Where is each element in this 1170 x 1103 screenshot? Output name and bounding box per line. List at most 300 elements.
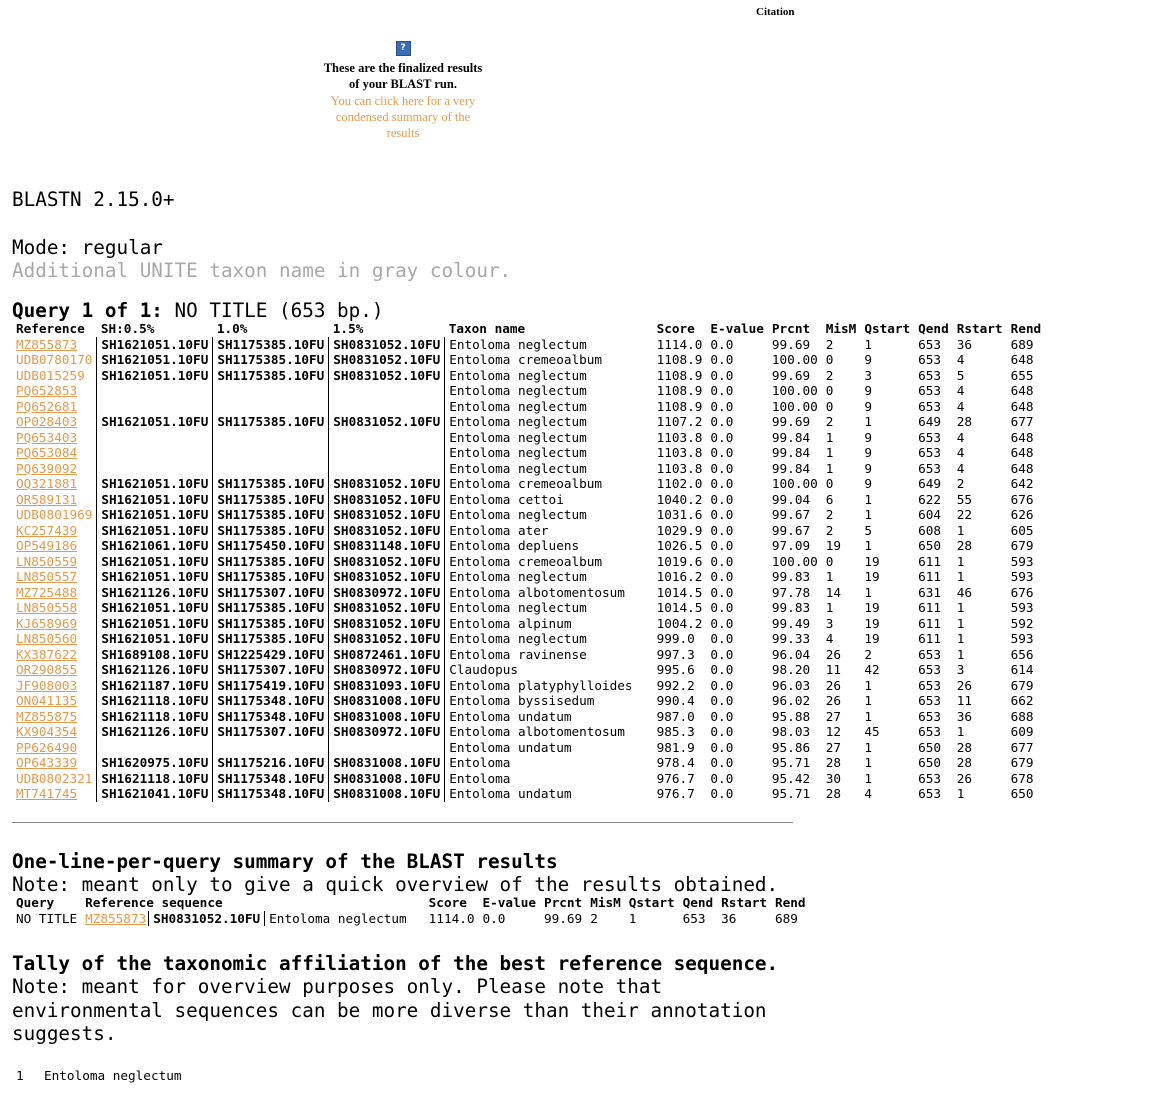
- hit-sh10: SH1175385.10FU: [213, 352, 329, 368]
- hit-prcnt: 100.00: [771, 352, 818, 367]
- hit-ref-cell: [12, 368, 97, 384]
- reference-link[interactable]: OR290855: [16, 662, 78, 677]
- reference-link[interactable]: PQ653084: [16, 445, 78, 460]
- hit-rend: 678: [1010, 770, 1034, 786]
- hit-rstart: 1: [956, 522, 965, 538]
- hit-sh05: SH1621118.10FU: [97, 693, 213, 709]
- hit-qstart: 1: [864, 507, 872, 522]
- hit-rend: 689: [1010, 336, 1034, 352]
- hit-ref-cell: [12, 538, 97, 554]
- hit-sh10: SH1175307.10FU: [213, 585, 329, 601]
- hit-sh15: SH0831052.10FU: [329, 414, 445, 430]
- hit-sh05: SH1621118.10FU: [97, 709, 213, 725]
- reference-link[interactable]: LN850558: [16, 600, 78, 615]
- hit-qend: 653: [918, 445, 942, 460]
- program-version: BLASTN 2.15.0+: [12, 188, 175, 211]
- hit-sh15: SH0831052.10FU: [329, 554, 445, 570]
- hit-sh10: [213, 740, 329, 756]
- hit-taxon: Entoloma undatum: [445, 709, 653, 725]
- hit-taxon: Entoloma neglectum: [445, 569, 653, 585]
- hit-qstart: 19: [864, 569, 880, 584]
- hit-sh05: [97, 445, 213, 461]
- hit-rend: 648: [1010, 429, 1034, 445]
- hits-col-header: Reference: [16, 321, 85, 337]
- hit-prcnt: 99.84: [771, 429, 811, 445]
- hit-rstart: 1: [956, 600, 965, 615]
- hit-sh10: SH1225429.10FU: [213, 647, 329, 663]
- hit-prcnt: 99.69: [771, 336, 811, 352]
- hit-sh15: SH0831052.10FU: [329, 368, 445, 384]
- hit-evalue: 0.0: [710, 367, 734, 383]
- hit-qstart: 3: [864, 367, 872, 383]
- hit-sh10: SH1175385.10FU: [213, 414, 329, 430]
- hit-row: [12, 337, 1045, 353]
- hit-evalue: 0.0: [710, 615, 734, 631]
- hit-mism: 1: [825, 460, 834, 476]
- tally-count: 1: [16, 1068, 24, 1083]
- hit-prcnt: 99.83: [771, 600, 811, 615]
- hit-evalue: 0.0: [710, 336, 734, 352]
- hit-sh10: SH1175385.10FU: [213, 523, 329, 539]
- hit-ref-cell: [12, 755, 97, 771]
- hit-mism: 1: [825, 600, 834, 615]
- hit-sh15: SH0831052.10FU: [329, 569, 445, 585]
- hit-sh15: SH0831008.10FU: [329, 693, 445, 709]
- hit-sh10: SH1175216.10FU: [213, 755, 329, 771]
- hit-mism: 26: [825, 646, 842, 662]
- summary-evalue: 0.0: [482, 910, 506, 926]
- hit-sh15: [329, 399, 445, 415]
- hit-prcnt: 95.71: [771, 755, 811, 770]
- hit-sh15: SH0831052.10FU: [329, 600, 445, 616]
- hit-rstart: 4: [956, 352, 965, 367]
- tally-row: [16, 1068, 182, 1083]
- hit-taxon: Entoloma: [445, 771, 653, 787]
- hit-mism: 1: [825, 445, 834, 460]
- hit-sh10: SH1175348.10FU: [213, 771, 329, 787]
- hit-rend: 677: [1010, 414, 1034, 429]
- hit-taxon: Entoloma neglectum: [445, 600, 653, 616]
- hit-qstart: 1: [864, 538, 872, 553]
- hit-sh05: [97, 399, 213, 415]
- hit-sh10: SH1175385.10FU: [213, 554, 329, 570]
- hit-rstart: 36: [956, 708, 972, 724]
- hit-qend: 653: [918, 429, 942, 445]
- hit-sh15: SH0830972.10FU: [329, 662, 445, 678]
- hits-col-header: 1.5%: [332, 321, 364, 337]
- hit-qend: 649: [918, 476, 942, 491]
- hit-row: [12, 740, 1045, 756]
- hit-sh15: [329, 740, 445, 756]
- hit-sh05: [97, 461, 213, 477]
- reference-link[interactable]: OP028403: [16, 414, 78, 429]
- hit-qend: 653: [918, 662, 942, 677]
- summary-rstart: 36: [721, 910, 737, 926]
- hit-rend: 593: [1010, 553, 1034, 569]
- hit-mism: 30: [825, 770, 842, 786]
- reference-link[interactable]: PQ652681: [16, 398, 78, 414]
- hit-qstart: 45: [864, 724, 880, 739]
- reference-link[interactable]: MZ855873: [16, 336, 78, 352]
- hit-sh05: [97, 430, 213, 446]
- hit-evalue: 0.0: [710, 476, 734, 491]
- hit-sh15: SH0831052.10FU: [329, 476, 445, 492]
- hit-qend: 653: [918, 770, 942, 786]
- hit-evalue: 0.0: [710, 569, 734, 584]
- hit-mism: 19: [825, 538, 842, 553]
- hit-qend: 653: [918, 398, 942, 414]
- hit-row: [12, 693, 1045, 709]
- hit-ref-cell: [12, 399, 97, 415]
- hit-score: 990.4: [656, 693, 695, 708]
- hit-sh05: SH1689108.10FU: [97, 647, 213, 663]
- hit-qend: 653: [918, 786, 942, 801]
- hit-row: [12, 368, 1045, 384]
- reference-link[interactable]: UDB015259: [16, 367, 85, 383]
- citation-link[interactable]: Citation: [756, 6, 795, 18]
- hit-sh05: SH1620975.10FU: [97, 755, 213, 771]
- hit-rstart: 1: [956, 724, 965, 739]
- hit-evalue: 0.0: [710, 677, 734, 693]
- reference-link[interactable]: MT741745: [16, 786, 78, 801]
- hit-ref-cell: [12, 337, 97, 353]
- hit-row: [12, 631, 1045, 647]
- hit-rstart: 4: [956, 460, 965, 476]
- hit-sh10: SH1175348.10FU: [213, 693, 329, 709]
- reference-link[interactable]: OP643339: [16, 755, 78, 770]
- hit-row: [12, 724, 1045, 740]
- hit-row: [12, 616, 1045, 632]
- hit-prcnt: 99.67: [771, 522, 811, 538]
- hit-mism: 11: [825, 662, 842, 677]
- hit-qend: 653: [918, 336, 942, 352]
- hit-sh10: SH1175450.10FU: [213, 538, 329, 554]
- hit-qstart: 19: [864, 631, 880, 646]
- reference-link[interactable]: OP549186: [16, 538, 78, 553]
- reference-link[interactable]: LN850557: [16, 569, 78, 584]
- hit-evalue: 0.0: [710, 600, 734, 615]
- hits-col-header: Qstart: [864, 321, 911, 337]
- hit-ref-cell: [12, 678, 97, 694]
- hit-evalue: 0.0: [710, 445, 734, 460]
- summary-sh: SH0831052.10FU: [149, 911, 265, 927]
- hit-score: 992.2: [656, 677, 695, 693]
- hit-qstart: 19: [864, 600, 880, 615]
- hit-taxon: Entoloma cettoi: [445, 492, 653, 508]
- reference-link[interactable]: OQ321881: [16, 476, 78, 491]
- hit-evalue: 0.0: [710, 429, 734, 445]
- hit-mism: 0: [825, 398, 834, 414]
- summary-col-header: Query: [16, 895, 55, 911]
- hit-prcnt: 99.69: [771, 367, 811, 383]
- hit-score: 1108.9: [656, 352, 703, 367]
- hit-rend: 648: [1010, 398, 1034, 414]
- hit-score: 985.3: [656, 724, 695, 739]
- hit-evalue: 0.0: [710, 631, 734, 646]
- hit-qend: 649: [918, 414, 942, 429]
- summary-col-header: Prcnt: [544, 895, 583, 911]
- hit-taxon: Entoloma neglectum: [445, 414, 653, 430]
- hit-qend: 653: [918, 724, 942, 739]
- query-title: [12, 299, 383, 323]
- reference-link[interactable]: ON041135: [16, 693, 78, 708]
- reference-link[interactable]: LN850559: [16, 553, 78, 569]
- summary-qend: 653: [682, 910, 706, 926]
- hit-qend: 653: [918, 367, 942, 383]
- hit-ref-cell: [12, 507, 97, 523]
- hit-rend: 648: [1010, 460, 1034, 476]
- summary-row: [12, 911, 810, 927]
- hit-row: [12, 461, 1045, 477]
- hit-sh10: SH1175385.10FU: [213, 337, 329, 353]
- reference-link[interactable]: KX904354: [16, 724, 78, 739]
- reference-link[interactable]: UDB0780170: [16, 352, 93, 367]
- hit-row: [12, 476, 1045, 492]
- hit-qstart: 9: [864, 476, 872, 491]
- hit-taxon: Entoloma neglectum: [445, 430, 653, 446]
- hit-evalue: 0.0: [710, 708, 734, 724]
- hit-taxon: Entoloma albotomentosum: [445, 724, 653, 740]
- hit-sh15: [329, 383, 445, 399]
- hit-sh10: SH1175307.10FU: [213, 724, 329, 740]
- reference-link[interactable]: PQ652853: [16, 383, 78, 398]
- hit-qend: 653: [918, 383, 942, 398]
- summary-col-header: MisM: [590, 895, 621, 911]
- hit-row: [12, 709, 1045, 725]
- hits-col-header: Rend: [1010, 321, 1042, 337]
- hit-sh10: [213, 430, 329, 446]
- hit-row: [12, 445, 1045, 461]
- hit-row: [12, 352, 1045, 368]
- hit-sh05: SH1621051.10FU: [97, 569, 213, 585]
- hit-mism: 2: [825, 367, 834, 383]
- hit-rend: 593: [1010, 600, 1034, 615]
- summary-ref-cell: [81, 911, 149, 927]
- hit-score: 1103.8: [656, 460, 703, 476]
- hit-sh10: SH1175385.10FU: [213, 368, 329, 384]
- hit-prcnt: 95.88: [771, 708, 811, 724]
- reference-link[interactable]: UDB0802321: [16, 770, 93, 786]
- hit-rend: 593: [1010, 569, 1034, 584]
- hit-score: 1004.2: [656, 615, 703, 631]
- hit-prcnt: 100.00: [771, 398, 818, 414]
- hit-prcnt: 99.67: [771, 507, 811, 522]
- help-message: These are the finalized results of your BLAST run.: [323, 61, 483, 92]
- hit-rstart: 4: [956, 445, 965, 460]
- hit-rstart: 1: [956, 569, 965, 584]
- hit-sh10: SH1175385.10FU: [213, 507, 329, 523]
- hit-rstart: 11: [956, 693, 972, 708]
- hit-sh10: [213, 383, 329, 399]
- hit-score: 1114.0: [656, 336, 703, 352]
- hit-mism: 27: [825, 739, 842, 755]
- hit-score: 1026.5: [656, 538, 703, 553]
- hit-ref-cell: [12, 554, 97, 570]
- summary-mism: 2: [590, 910, 598, 926]
- hit-rstart: 1: [956, 631, 965, 646]
- hit-row: [12, 771, 1045, 787]
- summary-col-header: Qstart: [628, 895, 675, 911]
- hit-taxon: Entoloma neglectum: [445, 399, 653, 415]
- hit-qstart: 1: [864, 693, 872, 708]
- hit-sh10: [213, 461, 329, 477]
- hit-score: 1108.9: [656, 383, 703, 398]
- hit-sh15: SH0831052.10FU: [329, 492, 445, 508]
- condensed-summary-link[interactable]: You can click here for a very condensed summary of the results: [330, 93, 476, 141]
- hit-ref-cell: [12, 352, 97, 368]
- hit-taxon: Entoloma alpinum: [445, 616, 653, 632]
- hit-sh05: SH1621051.10FU: [97, 507, 213, 523]
- reference-link[interactable]: JF908003: [16, 677, 78, 693]
- hit-qend: 650: [918, 755, 942, 770]
- hit-rstart: 55: [956, 491, 972, 507]
- reference-link[interactable]: MZ855875: [16, 708, 78, 724]
- hit-rstart: 3: [956, 662, 965, 677]
- reference-link[interactable]: LN850560: [16, 631, 78, 646]
- hit-prcnt: 98.20: [771, 662, 811, 677]
- hit-sh10: SH1175385.10FU: [213, 476, 329, 492]
- hit-rend: 677: [1010, 739, 1034, 755]
- hit-mism: 2: [825, 414, 834, 429]
- hit-qstart: 1: [864, 491, 872, 507]
- reference-link[interactable]: MZ725488: [16, 584, 78, 600]
- hit-mism: 2: [825, 507, 834, 522]
- reference-link[interactable]: PP626490: [16, 739, 78, 755]
- hit-score: 1014.5: [656, 584, 703, 600]
- reference-link[interactable]: KX387622: [16, 646, 78, 662]
- reference-link[interactable]: UDB0801969: [16, 507, 93, 522]
- hit-taxon: Entoloma neglectum: [445, 368, 653, 384]
- hit-qend: 611: [918, 553, 942, 569]
- hit-score: 1016.2: [656, 569, 703, 584]
- hit-mism: 26: [825, 677, 842, 693]
- hit-sh05: SH1621187.10FU: [97, 678, 213, 694]
- hit-qstart: 1: [864, 770, 872, 786]
- hit-rstart: 26: [956, 770, 972, 786]
- hit-ref-cell: [12, 585, 97, 601]
- hit-rstart: 1: [956, 786, 965, 801]
- hit-prcnt: 99.84: [771, 460, 811, 476]
- divider: [12, 822, 793, 823]
- hit-sh15: [329, 430, 445, 446]
- hit-sh05: SH1621051.10FU: [97, 337, 213, 353]
- hit-sh10: SH1175385.10FU: [213, 616, 329, 632]
- summary-col-header: Rstart: [721, 895, 768, 911]
- hit-ref-cell: [12, 740, 97, 756]
- hit-score: 1102.0: [656, 476, 703, 491]
- hit-qstart: 2: [864, 646, 872, 662]
- hit-mism: 0: [825, 352, 834, 367]
- hit-evalue: 0.0: [710, 646, 734, 662]
- hit-row: [12, 507, 1045, 523]
- hit-evalue: 0.0: [710, 584, 734, 600]
- hit-rend: 656: [1010, 646, 1034, 662]
- hit-qend: 650: [918, 538, 942, 553]
- hit-qstart: 1: [864, 336, 872, 352]
- hit-score: 1029.9: [656, 522, 703, 538]
- reference-link[interactable]: PQ639092: [16, 460, 78, 476]
- hit-qend: 611: [918, 600, 942, 615]
- unite-note: Additional UNITE taxon name in gray colour.: [12, 259, 512, 282]
- summary-ref-link[interactable]: MZ855873: [85, 910, 147, 926]
- hit-qstart: 9: [864, 352, 872, 367]
- hit-evalue: 0.0: [710, 553, 734, 569]
- hit-row: [12, 755, 1045, 771]
- reference-link[interactable]: KC257439: [16, 522, 78, 538]
- hit-rstart: 36: [956, 336, 972, 352]
- hits-col-header: Prcnt: [771, 321, 811, 337]
- reference-link[interactable]: KJ658969: [16, 615, 78, 631]
- hit-row: [12, 569, 1045, 585]
- hit-taxon: Entoloma cremeoalbum: [445, 476, 653, 492]
- hit-sh05: SH1621061.10FU: [97, 538, 213, 554]
- hit-rend: 592: [1010, 615, 1034, 631]
- hit-prcnt: 96.04: [771, 646, 811, 662]
- hit-qstart: 19: [864, 615, 880, 631]
- hit-taxon: Entoloma neglectum: [445, 631, 653, 647]
- hits-header-row: [12, 321, 1045, 337]
- hit-qend: 604: [918, 507, 942, 522]
- hit-taxon: Entoloma ravinense: [445, 647, 653, 663]
- query-label: Query 1 of 1:: [12, 299, 163, 322]
- hit-rstart: 22: [956, 507, 972, 522]
- hit-row: [12, 538, 1045, 554]
- hit-rend: 648: [1010, 445, 1034, 460]
- hit-qend: 611: [918, 569, 942, 584]
- hit-sh15: SH0831008.10FU: [329, 709, 445, 725]
- hit-ref-cell: [12, 709, 97, 725]
- reference-link[interactable]: OR589131: [16, 491, 78, 507]
- hit-taxon: Entoloma neglectum: [445, 507, 653, 523]
- hit-evalue: 0.0: [710, 491, 734, 507]
- hit-evalue: 0.0: [710, 739, 734, 755]
- summary-prcnt: 99.69: [544, 910, 583, 926]
- help-icon[interactable]: ?: [396, 41, 411, 56]
- hit-score: 1031.6: [656, 507, 703, 522]
- hit-rstart: 1: [956, 615, 965, 631]
- hit-sh10: SH1175385.10FU: [213, 492, 329, 508]
- hit-sh05: SH1621051.10FU: [97, 554, 213, 570]
- hit-qend: 653: [918, 646, 942, 662]
- hit-rend: 679: [1010, 677, 1034, 693]
- hit-rstart: 4: [956, 429, 965, 445]
- hit-score: 981.9: [656, 739, 695, 755]
- hit-qend: 622: [918, 491, 942, 507]
- hit-ref-cell: [12, 771, 97, 787]
- hit-sh05: SH1621051.10FU: [97, 616, 213, 632]
- hit-prcnt: 99.83: [771, 569, 811, 584]
- hit-prcnt: 96.02: [771, 693, 811, 708]
- hit-rend: 676: [1010, 584, 1034, 600]
- hit-sh15: [329, 461, 445, 477]
- hit-score: 1108.9: [656, 398, 703, 414]
- hit-sh10: SH1175385.10FU: [213, 569, 329, 585]
- hit-row: [12, 662, 1045, 678]
- hit-qstart: 1: [864, 708, 872, 724]
- hits-col-header: Qend: [918, 321, 949, 337]
- summary-col-header: E-value: [482, 895, 536, 911]
- hit-prcnt: 99.04: [771, 491, 811, 507]
- hit-prcnt: 99.33: [771, 631, 811, 646]
- hit-qend: 653: [918, 460, 942, 476]
- hits-col-header: 1.0%: [216, 321, 248, 337]
- hit-score: 1103.8: [656, 445, 703, 460]
- hit-prcnt: 98.03: [771, 724, 811, 739]
- hit-rstart: 46: [956, 584, 972, 600]
- summary-header-row: [12, 895, 810, 911]
- reference-link[interactable]: PQ653403: [16, 429, 78, 445]
- hit-taxon: Entoloma platyphylloides: [445, 678, 653, 694]
